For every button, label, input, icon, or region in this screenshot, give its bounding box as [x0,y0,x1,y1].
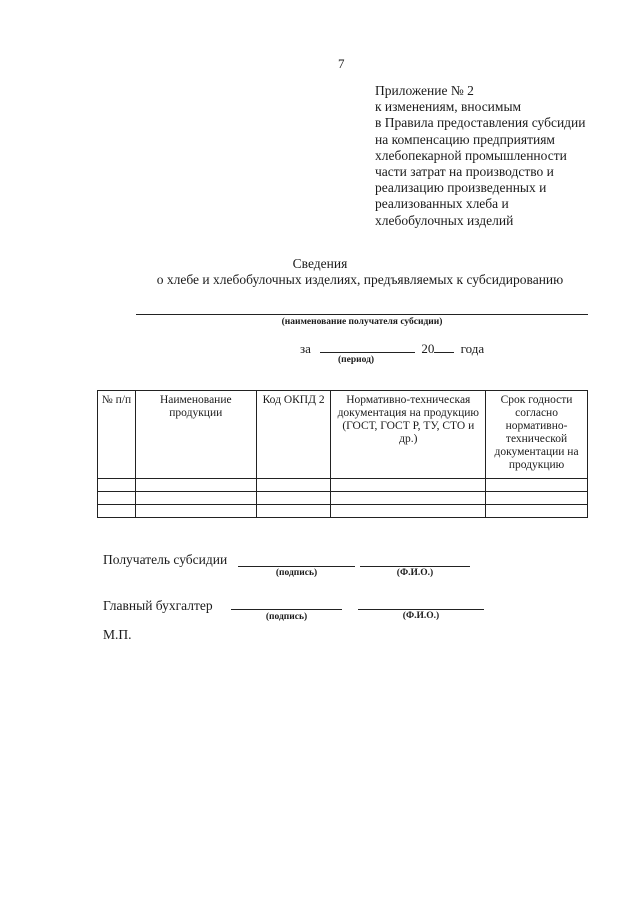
table-cell[interactable] [256,479,331,492]
table-cell[interactable] [98,479,136,492]
table-cell[interactable] [98,505,136,518]
appendix-line: на компенсацию предприятиям [375,131,555,147]
appendix-line: реализованных хлеба и [375,196,509,212]
recipient-signature-field[interactable] [238,566,355,567]
recipient-fio-caption: (Ф.И.О.) [396,568,434,578]
header-normative-docs: Нормативно-техническая документация на продукцию (ГОСТ, ГОСТ Р, ТУ, СТО и др.) [331,391,486,479]
header-okpd-code: Код ОКПД 2 [256,391,331,479]
appendix-line: Приложение № 2 [375,83,474,98]
table-row [98,492,588,505]
appendix-block [375,83,625,229]
year-field[interactable] [434,341,454,353]
recipient-fio-field[interactable] [360,566,470,567]
accountant-fio-field[interactable] [358,609,484,610]
appendix-line: реализацию произведенных и [375,180,547,196]
table-row [98,505,588,518]
table-row [98,479,588,492]
table-header-row [98,391,588,479]
appendix-line: хлебопекарной промышленности [375,147,567,163]
period-field[interactable] [320,341,415,353]
table-cell[interactable] [135,492,256,505]
period-suffix: года [460,341,485,356]
recipient-signature-caption: (подпись) [275,568,318,578]
accountant-signature-caption: (подпись) [265,612,308,622]
table-cell[interactable] [98,492,136,505]
table-cell[interactable] [486,492,588,505]
accountant-fio-caption: (Ф.И.О.) [402,611,440,621]
table-cell[interactable] [256,492,331,505]
appendix-line: части затрат на производство и [375,164,554,180]
period-prefix: за [300,341,311,356]
header-shelf-life: Срок годности согласно нормативно-технической документации на продукцию [486,391,588,479]
table-cell[interactable] [331,492,486,505]
appendix-line: к изменениям, вносимым [375,99,522,115]
table-cell[interactable] [486,479,588,492]
table-cell[interactable] [256,505,331,518]
page-number: 7 [338,56,345,71]
table-cell[interactable] [135,479,256,492]
seal-placeholder: М.П. [103,627,132,642]
recipient-name-field[interactable] [136,314,588,315]
document-subtitle: о хлебе и хлебобулочных изделиях, предъявляемых к субсидированию [156,272,564,287]
recipient-name-caption: (наименование получателя субсидии) [281,317,443,327]
table-cell[interactable] [135,505,256,518]
header-number: № п/п [98,391,136,479]
period-row [300,341,484,357]
document-title: Сведения [292,256,348,271]
header-product-name: Наименование продукции [135,391,256,479]
period-century: 20 [421,341,435,356]
accountant-signature-field[interactable] [231,609,342,610]
table-cell[interactable] [331,505,486,518]
table-cell[interactable] [486,505,588,518]
products-table [97,390,588,518]
appendix-line: хлебобулочных изделий [375,212,514,228]
table-cell[interactable] [331,479,486,492]
accountant-signature-label: Главный бухгалтер [103,598,213,613]
period-caption: (период) [338,355,375,365]
appendix-line: в Правила предоставления субсидии [375,115,586,131]
recipient-signature-label: Получатель субсидии [103,552,228,567]
